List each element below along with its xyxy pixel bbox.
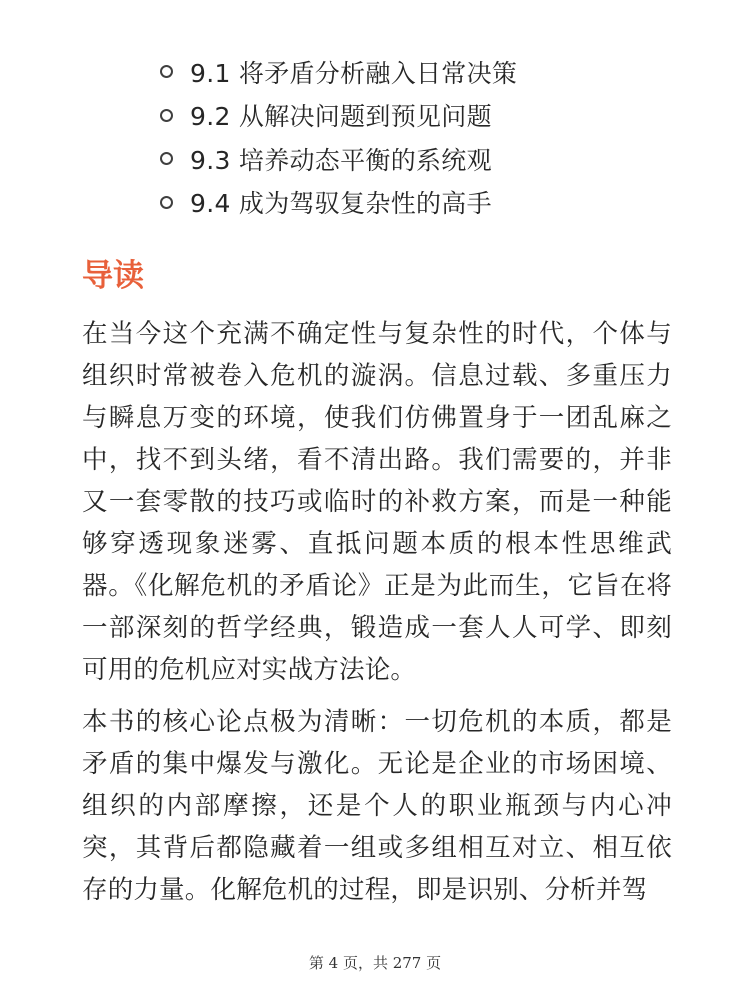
toc-item bbox=[160, 181, 517, 225]
table-of-contents-list bbox=[160, 50, 517, 224]
hollow-circle-bullet-icon bbox=[160, 152, 173, 165]
toc-item-label: 9.2 从解决问题到预见问题 bbox=[190, 102, 492, 132]
toc-item-label: 9.3 培养动态平衡的系统观 bbox=[190, 145, 492, 175]
hollow-circle-bullet-icon bbox=[160, 109, 173, 122]
body-paragraph: 在当今这个充满不确定性与复杂性的时代，个体与组织时常被卷入危机的漩涡。信息过载、多重压力与瞬息万变的环境，使我们仿佛置身于一团乱麻之中，找不到头绪，看不清出路。我们需要的，并非又一套零散的技巧或临时的补救方案，而是一种能够穿透现象迷雾、直抵问题本质的根本性思维武器。《化解危机的矛盾论》正是为此而生，它旨在将一部深刻的哲学经典，锻造成一套人人可学、即刻可用的危机应对实战方法论。 bbox=[82, 319, 672, 685]
page-number-footer: 第 4 页，共 277 页 bbox=[308, 954, 442, 972]
toc-item-label: 9.4 成为驾驭复杂性的高手 bbox=[190, 189, 492, 219]
section-body bbox=[82, 313, 672, 921]
toc-item bbox=[160, 94, 517, 138]
toc-item bbox=[160, 50, 517, 94]
hollow-circle-bullet-icon bbox=[160, 65, 173, 78]
body-paragraph: 本书的核心论点极为清晰：一切危机的本质，都是矛盾的集中爆发与激化。无论是企业的市场困境、组织的内部摩擦，还是个人的职业瓶颈与内心冲突，其背后都隐藏着一组或多组相互对立、相互依存的力量。化解危机的过程，即是识别、分析并驾 bbox=[82, 707, 672, 905]
toc-item-label: 9.1 将矛盾分析融入日常决策 bbox=[190, 58, 518, 88]
toc-item bbox=[160, 137, 517, 181]
hollow-circle-bullet-icon bbox=[160, 196, 173, 209]
section-heading: 导读 bbox=[82, 258, 144, 294]
